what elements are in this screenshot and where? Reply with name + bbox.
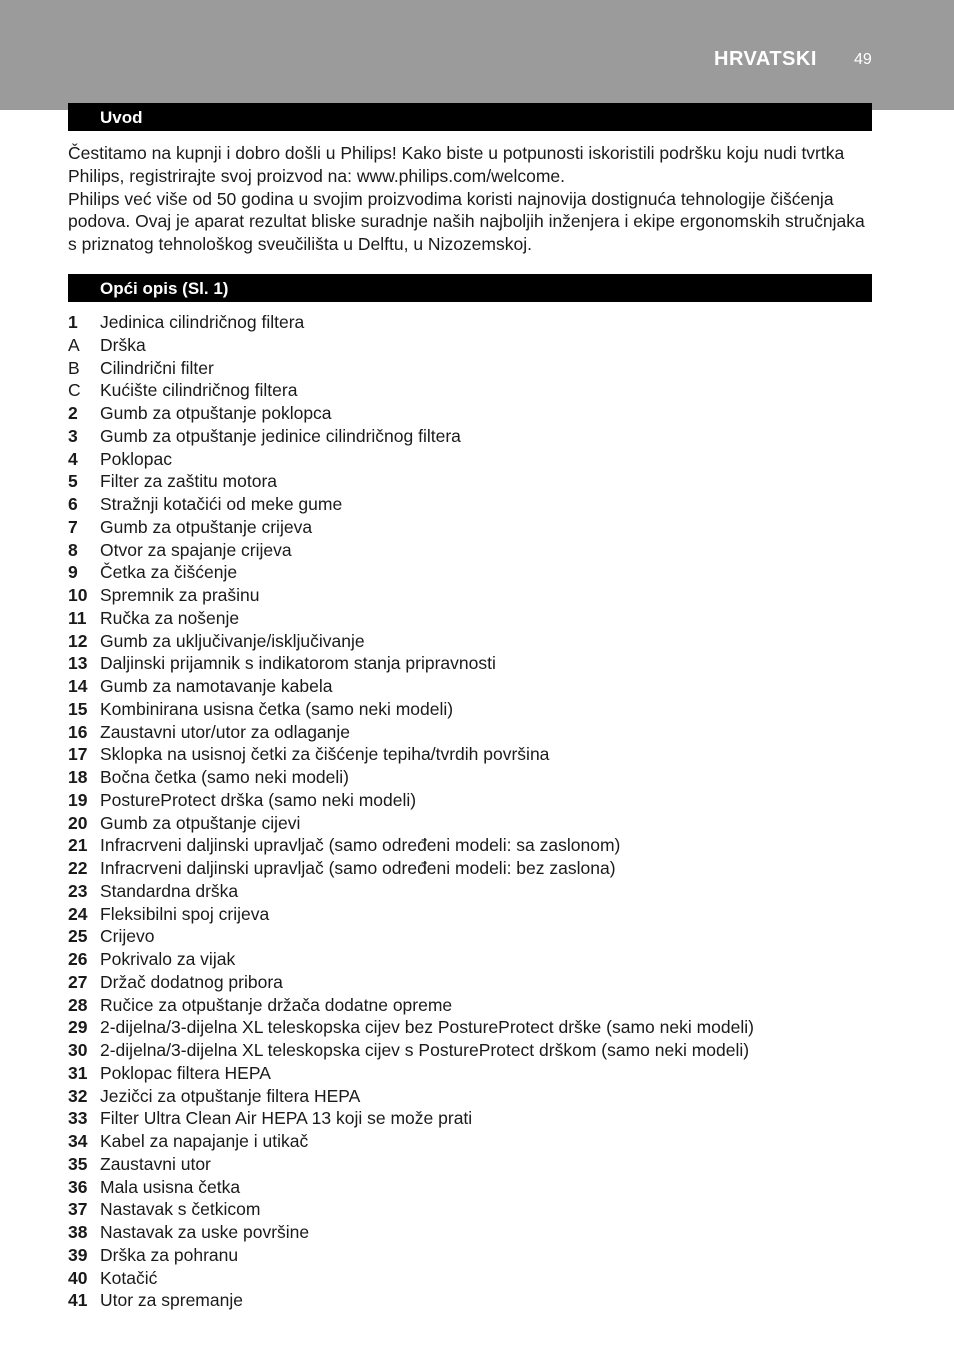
- parts-list-item: [68, 766, 872, 789]
- parts-list-item: [68, 402, 872, 425]
- section-heading-intro-label: Uvod: [100, 108, 143, 127]
- part-label: Zaustavni utor: [100, 1153, 211, 1174]
- parts-list-item: [68, 448, 872, 471]
- part-number: 8: [68, 539, 78, 560]
- part-label: Infracrveni daljinski upravljač (samo određeni modeli: sa zaslonom): [100, 835, 621, 856]
- part-number: 20: [68, 812, 88, 833]
- part-label: Stražnji kotačići od meke gume: [100, 494, 343, 514]
- parts-list-item: [68, 834, 872, 857]
- part-number: 27: [68, 971, 88, 992]
- part-label: Drška za pohranu: [100, 1244, 239, 1265]
- part-number: 1: [68, 312, 78, 332]
- part-label: Bočna četka (samo neki modeli): [100, 767, 349, 787]
- part-number: 25: [68, 926, 88, 947]
- section-heading-general-description: [68, 274, 872, 302]
- part-label: Sklopka na usisnoj četki za čišćenje tepiha/tvrdih površina: [100, 744, 550, 765]
- part-label: Četka za čišćenje: [100, 562, 238, 583]
- part-label: Cilindrični filter: [100, 357, 214, 378]
- intro-paragraph: Čestitamo na kupnji i dobro došli u Philips! Kako biste u potpunosti iskoristili podršku koju nudi tvrtka Philips, registrirajte svoj proizvod na: www.philips.com/welcome.: [68, 143, 845, 186]
- part-number: 24: [68, 903, 88, 924]
- parts-list-item: [68, 1289, 872, 1312]
- intro-text: [68, 142, 868, 256]
- part-number: 12: [68, 630, 88, 651]
- part-label: 2-dijelna/3-dijelna XL teleskopska cijev s PostureProtect drškom (samo neki modeli): [100, 1040, 750, 1060]
- parts-list-item: [68, 607, 872, 630]
- part-number: 5: [68, 471, 78, 492]
- parts-list-item: [68, 630, 872, 653]
- parts-list-item: [68, 675, 872, 698]
- part-number: 10: [68, 585, 88, 605]
- parts-list-item: [68, 903, 872, 926]
- part-number: 17: [68, 744, 88, 765]
- part-label: Zaustavni utor/utor za odlaganje: [100, 721, 351, 742]
- part-label: Jedinica cilindričnog filtera: [100, 312, 305, 332]
- part-label: Ručice za otpuštanje držača dodatne opreme: [100, 994, 453, 1015]
- part-label: Kombinirana usisna četka (samo neki modeli): [100, 698, 454, 719]
- parts-list: [68, 311, 872, 1312]
- part-label: Ručka za nošenje: [100, 607, 240, 628]
- part-number: 30: [68, 1040, 88, 1060]
- parts-list-item: [68, 516, 872, 539]
- parts-list-item: [68, 470, 872, 493]
- parts-list-item: [68, 357, 872, 380]
- page-number: 49: [854, 51, 872, 68]
- part-label: Filter Ultra Clean Air HEPA 13 koji se može prati: [100, 1108, 473, 1129]
- page-header: [0, 0, 954, 110]
- part-label: Gumb za otpuštanje poklopca: [100, 403, 332, 423]
- part-number: 3: [68, 425, 78, 446]
- parts-list-item: [68, 1244, 872, 1267]
- parts-list-item: [68, 1153, 872, 1176]
- part-label: Kabel za napajanje i utikač: [100, 1131, 309, 1151]
- parts-list-item: [68, 1107, 872, 1130]
- intro-paragraph: Philips već više od 50 godina u svojim proizvodima koristi najnovija dostignuća tehnologije čišćenja podova. Ovaj je aparat rezultat bliske suradnje naših najboljih inženjera i ekipe ergonomskih stručnjaka s priznatog tehnološkog sveučilišta u Delftu, u Nizozemskoj.: [68, 188, 865, 255]
- parts-list-item: [68, 948, 872, 971]
- parts-list-item: [68, 1198, 872, 1221]
- parts-list-item: [68, 311, 872, 334]
- part-number: 38: [68, 1222, 88, 1242]
- part-number: 15: [68, 698, 88, 719]
- parts-list-item: [68, 925, 872, 948]
- part-label: Spremnik za prašinu: [100, 585, 260, 605]
- parts-list-item: [68, 425, 872, 448]
- part-number: 22: [68, 858, 88, 878]
- parts-list-item: [68, 812, 872, 835]
- part-label: Fleksibilni spoj crijeva: [100, 903, 270, 924]
- section-heading-intro: [68, 103, 872, 131]
- part-number: 18: [68, 767, 88, 787]
- part-number: 9: [68, 562, 78, 583]
- part-number: 13: [68, 653, 88, 674]
- part-label: Crijevo: [100, 926, 155, 947]
- part-label: Infracrveni daljinski upravljač (samo određeni modeli: bez zaslona): [100, 858, 616, 878]
- part-number: 4: [68, 448, 78, 469]
- part-number: 2: [68, 403, 78, 423]
- part-label: Mala usisna četka: [100, 1176, 241, 1197]
- parts-list-item: [68, 561, 872, 584]
- parts-list-item: [68, 743, 872, 766]
- part-label: Daljinski prijamnik s indikatorom stanja pripravnosti: [100, 653, 496, 674]
- part-number: 23: [68, 880, 88, 901]
- part-label: Gumb za otpuštanje jedinice cilindričnog filtera: [100, 425, 461, 446]
- parts-list-item: [68, 789, 872, 812]
- part-number: 26: [68, 949, 88, 969]
- part-number: A: [68, 334, 80, 355]
- parts-list-item: [68, 1267, 872, 1290]
- section-heading-general-description-label: Opći opis (Sl. 1): [100, 279, 229, 298]
- part-label: Nastavak s četkicom: [100, 1199, 261, 1220]
- part-label: Filter za zaštitu motora: [100, 471, 277, 492]
- language-title: HRVATSKI: [714, 48, 817, 70]
- parts-list-item: [68, 584, 872, 607]
- parts-list-item: [68, 1176, 872, 1199]
- parts-list-item: [68, 698, 872, 721]
- parts-list-item: [68, 1039, 872, 1062]
- parts-list-item: [68, 1085, 872, 1108]
- part-label: PostureProtect drška (samo neki modeli): [100, 789, 417, 810]
- parts-list-item: [68, 334, 872, 357]
- part-label: Jezičci za otpuštanje filtera HEPA: [100, 1085, 361, 1106]
- part-number: 14: [68, 676, 88, 696]
- part-label: Kotačić: [100, 1267, 158, 1288]
- part-label: Kućište cilindričnog filtera: [100, 380, 298, 401]
- part-label: Pokrivalo za vijak: [100, 949, 236, 969]
- part-number: 29: [68, 1017, 88, 1038]
- parts-list-item: [68, 721, 872, 744]
- part-number: 16: [68, 721, 88, 742]
- parts-list-item: [68, 652, 872, 675]
- part-number: 35: [68, 1153, 88, 1174]
- part-number: 39: [68, 1244, 88, 1265]
- part-number: 19: [68, 789, 88, 810]
- part-number: 41: [68, 1290, 88, 1311]
- part-label: Standardna drška: [100, 880, 239, 901]
- part-number: 11: [68, 607, 87, 628]
- parts-list-item: [68, 880, 872, 903]
- part-number: 40: [68, 1267, 88, 1288]
- parts-list-item: [68, 1130, 872, 1153]
- parts-list-item: [68, 539, 872, 562]
- parts-list-item: [68, 1062, 872, 1085]
- part-number: B: [68, 357, 80, 378]
- part-label: 2-dijelna/3-dijelna XL teleskopska cijev bez PostureProtect drške (samo neki modeli): [100, 1017, 754, 1038]
- part-label: Gumb za otpuštanje cijevi: [100, 812, 301, 833]
- part-number: 37: [68, 1199, 88, 1220]
- part-label: Gumb za otpuštanje crijeva: [100, 516, 313, 537]
- part-number: 21: [68, 835, 88, 856]
- parts-list-item: [68, 1221, 872, 1244]
- part-number: 7: [68, 516, 78, 537]
- part-number: 36: [68, 1176, 88, 1197]
- part-number: 34: [68, 1131, 88, 1151]
- parts-list-item: [68, 994, 872, 1017]
- parts-list-item: [68, 971, 872, 994]
- part-label: Otvor za spajanje crijeva: [100, 539, 292, 560]
- part-label: Drška: [100, 334, 146, 355]
- part-label: Poklopac: [100, 448, 172, 469]
- part-number: 32: [68, 1085, 88, 1106]
- part-label: Nastavak za uske površine: [100, 1222, 310, 1242]
- part-label: Gumb za namotavanje kabela: [100, 676, 333, 696]
- part-number: 28: [68, 994, 88, 1015]
- part-number: 6: [68, 494, 78, 514]
- parts-list-item: [68, 1016, 872, 1039]
- part-label: Poklopac filtera HEPA: [100, 1062, 271, 1083]
- part-label: Utor za spremanje: [100, 1290, 243, 1311]
- part-number: 33: [68, 1108, 88, 1129]
- parts-list-item: [68, 493, 872, 516]
- part-label: Držač dodatnog pribora: [100, 971, 283, 992]
- parts-list-item: [68, 857, 872, 880]
- parts-list-item: [68, 379, 872, 402]
- part-number: C: [68, 380, 81, 401]
- part-number: 31: [68, 1062, 88, 1083]
- part-label: Gumb za uključivanje/isključivanje: [100, 630, 365, 651]
